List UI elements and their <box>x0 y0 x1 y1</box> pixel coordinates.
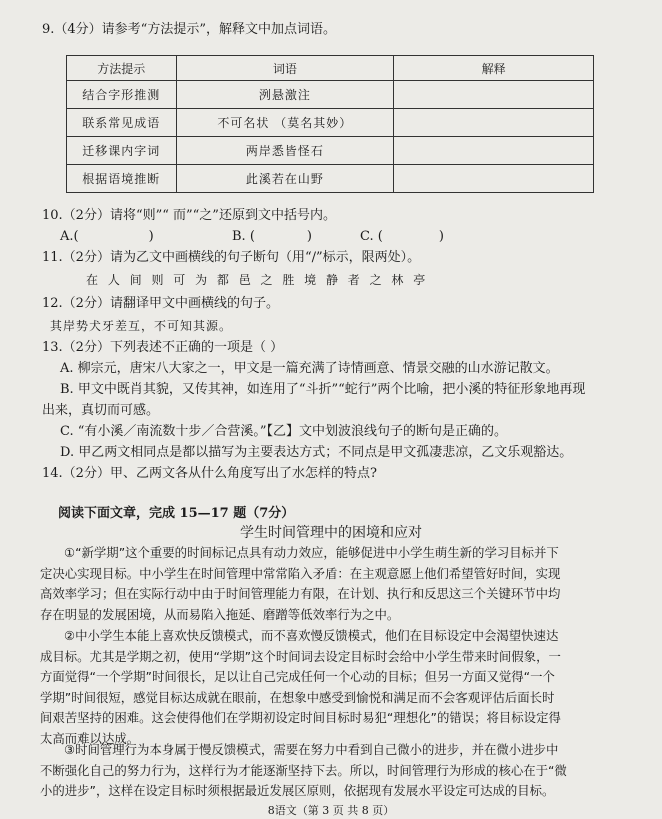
p3-line: ③时间管理行为本身属于慢反馈模式，需要在努力中看到自己微小的进步，并在微小进步中 <box>64 742 559 757</box>
table-row <box>67 109 594 137</box>
table-header-row <box>67 56 594 81</box>
q13-option-c: C. “有小溪／南流数十步／合营溪。”【乙】文中划波浪线句子的断句是正确的。 <box>60 424 508 439</box>
question-10: 10.（2分）请将“则”“ 而”“之”还原到文中括号内。 <box>42 208 336 223</box>
p1-line: 存在明显的发展困境，从而易陷入拖延、磨蹭等低效率行为之中。 <box>40 606 400 622</box>
p3-line: 不断强化自己的努力行为，这样行为才能逐渐坚持下去。所以，时间管理行为形成的核心在于“微 <box>40 762 567 778</box>
p1-line: ①“新学期”这个重要的时间标记点具有动力效应，能够促进中小学生萌生新的学习目标并下 <box>64 545 559 560</box>
answer-cell[interactable] <box>394 165 594 193</box>
q10-option-c[interactable] <box>360 229 444 245</box>
answer-cell[interactable] <box>394 137 594 165</box>
q12-sentence: 其岸势犬牙差互，不可知其源。 <box>50 319 233 333</box>
table-header: 方法提示 <box>67 56 177 81</box>
q10-option-a[interactable] <box>60 229 154 245</box>
word-cell: 洌悬激注 <box>176 81 394 109</box>
table-row <box>67 137 594 165</box>
option-c-close: ) <box>438 229 444 244</box>
reading-instruction: 阅读下面文章，完成 15—17 题（7分） <box>58 506 295 521</box>
p1-line: 高效率学习；但在实际行动中由于时间管理能力有限，在计划、执行和反思这三个关键环节中均 <box>40 586 561 602</box>
question-13: 13.（2分）下列表述不正确的一项是（ ） <box>42 340 284 355</box>
question-11: 11.（2分）请为乙文中画横线的句子断句（用“/”标示，限两处）。 <box>42 250 421 265</box>
table-row <box>67 81 594 109</box>
p2-line: ②中小学生本能上喜欢快反馈模式，而不喜欢慢反馈模式，他们在目标设定中会渴望快速达 <box>64 628 559 643</box>
p2-line: 学期”时间很短，感觉目标达成就在眼前，在想象中感受到愉悦和满足而不会客观评估后面长时 <box>40 689 555 705</box>
option-a-label: A.( <box>60 229 79 244</box>
q13-option-d: D. 甲乙两文相同点是都以描写为主要表达方式；不同点是甲文孤凄悲凉，乙文乐观豁达。 <box>60 445 573 460</box>
answer-cell[interactable] <box>394 109 594 137</box>
p2-line: 间艰苦坚持的困难。这会使得他们在学期初设定时间目标时易犯“理想化”的错误；将目标设定得 <box>40 710 561 726</box>
table-header: 词语 <box>176 56 394 81</box>
method-cell: 迁移课内字词 <box>67 137 177 165</box>
method-table <box>66 55 594 193</box>
question-14: 14.（2分）甲、乙两文各从什么角度写出了水怎样的特点? <box>42 466 377 481</box>
word-cell: 两岸悉皆怪石 <box>176 137 394 165</box>
page-footer: 8语文（第 3 页 共 8 页） <box>267 804 395 817</box>
method-cell: 联系常见成语 <box>67 109 177 137</box>
q10-option-b[interactable] <box>232 229 312 245</box>
article-title: 学生时间管理中的困境和应对 <box>240 525 422 541</box>
p3-line: 小的进步”，这样在设定目标时须根据最近发展区原则，依据现有发展水平设定可达成的目标。 <box>40 783 555 799</box>
word-cell: 不可名状 （莫名其妙） <box>176 109 394 137</box>
paragraph-2 <box>40 626 630 750</box>
method-cell: 根据语境推断 <box>67 165 177 193</box>
method-cell: 结合字形推测 <box>67 81 177 109</box>
option-b-close: ) <box>306 229 312 244</box>
q13-option-a: A. 柳宗元，唐宋八大家之一，甲文是一篇充满了诗情画意、情景交融的山水游记散文。 <box>60 361 559 376</box>
p2-line: 方面觉得“一个学期”时间很长，足以让自己完成任何一个心动的目标；但另一方面又觉得“一个 <box>40 669 555 685</box>
option-b-label: B. ( <box>232 229 255 244</box>
p1-line: 定决心实现目标。中小学生在时间管理中常常陷入矛盾：在主观意愿上他们希望管好时间，实现 <box>40 565 561 581</box>
p2-line: 太高而难以达成。 <box>40 730 140 746</box>
table-header: 解释 <box>394 56 594 81</box>
question-9: 9.（4分）请参考“方法提示”，解释文中加点词语。 <box>42 22 336 37</box>
q13-option-b: B. 甲文中既肖其貌，又传其神，如连用了“斗折”“蛇行”两个比喻，把小溪的特征形象地再现 <box>60 382 586 397</box>
word-cell: 此溪若在山野 <box>176 165 394 193</box>
q13-option-b-cont: 出来，真切而可感。 <box>42 403 160 418</box>
p2-line: 成目标。尤其是学期之初，使用“学期”这个时间词去设定目标时会给中小学生带来时间假象，一 <box>40 648 561 664</box>
paragraph-3 <box>40 740 630 802</box>
table-row <box>67 165 594 193</box>
q11-sentence: 在 人 间 则 可 为 都 邑 之 胜 境 静 者 之 林 亭 <box>86 273 429 287</box>
option-c-label: C. ( <box>360 229 383 244</box>
paragraph-1 <box>40 543 630 625</box>
answer-cell[interactable] <box>394 81 594 109</box>
question-12: 12.（2分）请翻译甲文中画横线的句子。 <box>42 296 279 311</box>
option-a-close: ) <box>148 229 154 244</box>
